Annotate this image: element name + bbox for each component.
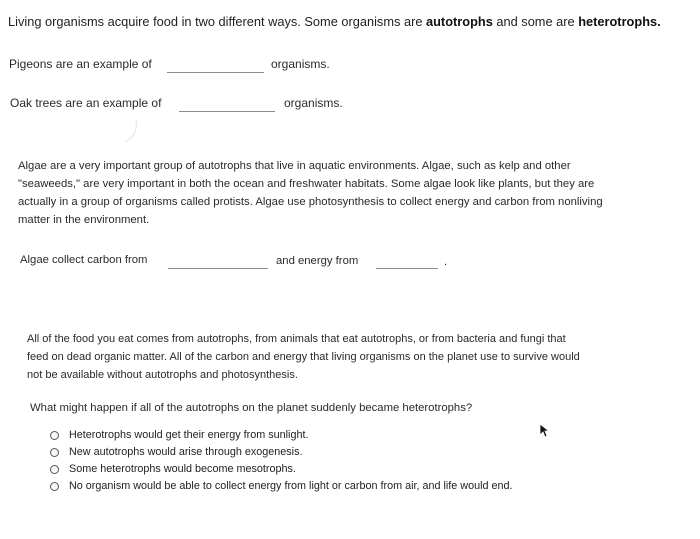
mc-question-text: What might happen if all of the autotrophs on the planet suddenly became heterotrophs? (30, 402, 473, 414)
algae-question-middle: and energy from (276, 255, 359, 267)
intro-term-heterotrophs: heterotrophs. (578, 14, 661, 29)
pigeons-answer-blank[interactable] (167, 72, 264, 73)
mouse-cursor-icon (539, 423, 551, 439)
mc-option-label[interactable]: Some heterotrophs would become mesotrophs. (69, 463, 296, 475)
mc-option[interactable] (50, 480, 513, 492)
mc-option-label[interactable]: Heterotrophs would get their energy from sunlight. (69, 429, 309, 441)
mc-option[interactable] (50, 463, 296, 475)
algae-paragraph-line: "seaweeds," are very important in both the ocean and freshwater habitats. Some algae look like plants, but they are (18, 178, 595, 190)
algae-paragraph (18, 157, 603, 229)
algae-paragraph-line: Algae are a very important group of autotrophs that live in aquatic environments. Algae, such as kelp and other (18, 160, 571, 172)
mc-option[interactable] (50, 429, 308, 441)
algae-carbon-blank[interactable] (168, 268, 268, 269)
mc-option[interactable] (50, 446, 302, 458)
algae-question-suffix: . (444, 256, 448, 268)
radio-button[interactable] (50, 431, 59, 440)
oak-question-label: Oak trees are an example of (10, 96, 162, 110)
mc-option-label[interactable]: No organism would be able to collect energy from light or carbon from air, and life would end. (69, 480, 513, 492)
oak-answer-blank[interactable] (179, 111, 275, 112)
intro-text (8, 14, 661, 29)
food-paragraph (27, 330, 580, 384)
food-paragraph-line: feed on dead organic matter. All of the carbon and energy that living organisms on the planet use to survive would (27, 351, 580, 363)
food-paragraph-line: not be available without autotrophs and photosynthesis. (27, 369, 298, 381)
radio-button[interactable] (50, 448, 59, 457)
radio-button[interactable] (50, 482, 59, 491)
faint-pen-mark (119, 118, 159, 146)
algae-energy-blank[interactable] (376, 268, 438, 269)
pigeons-question-label: Pigeons are an example of (9, 57, 152, 71)
food-paragraph-line: All of the food you eat comes from autotrophs, from animals that eat autotrophs, or from bacteria and fungi that (27, 333, 566, 345)
algae-question-label: Algae collect carbon from (20, 254, 148, 266)
algae-paragraph-line: matter in the environment. (18, 214, 150, 226)
intro-middle: and some are (492, 14, 579, 29)
algae-paragraph-line: actually in a group of organisms called protists. Algae use photosynthesis to collect energy and carbon from nonliving (18, 196, 603, 208)
intro-prefix: Living organisms acquire food in two different ways. Some organisms are (8, 14, 426, 29)
mc-option-label[interactable]: New autotrophs would arise through exogenesis. (69, 446, 303, 458)
intro-term-autotrophs: autotrophs (426, 14, 493, 29)
pigeons-question-suffix: organisms. (271, 57, 330, 71)
radio-button[interactable] (50, 465, 59, 474)
oak-question-suffix: organisms. (284, 96, 343, 110)
